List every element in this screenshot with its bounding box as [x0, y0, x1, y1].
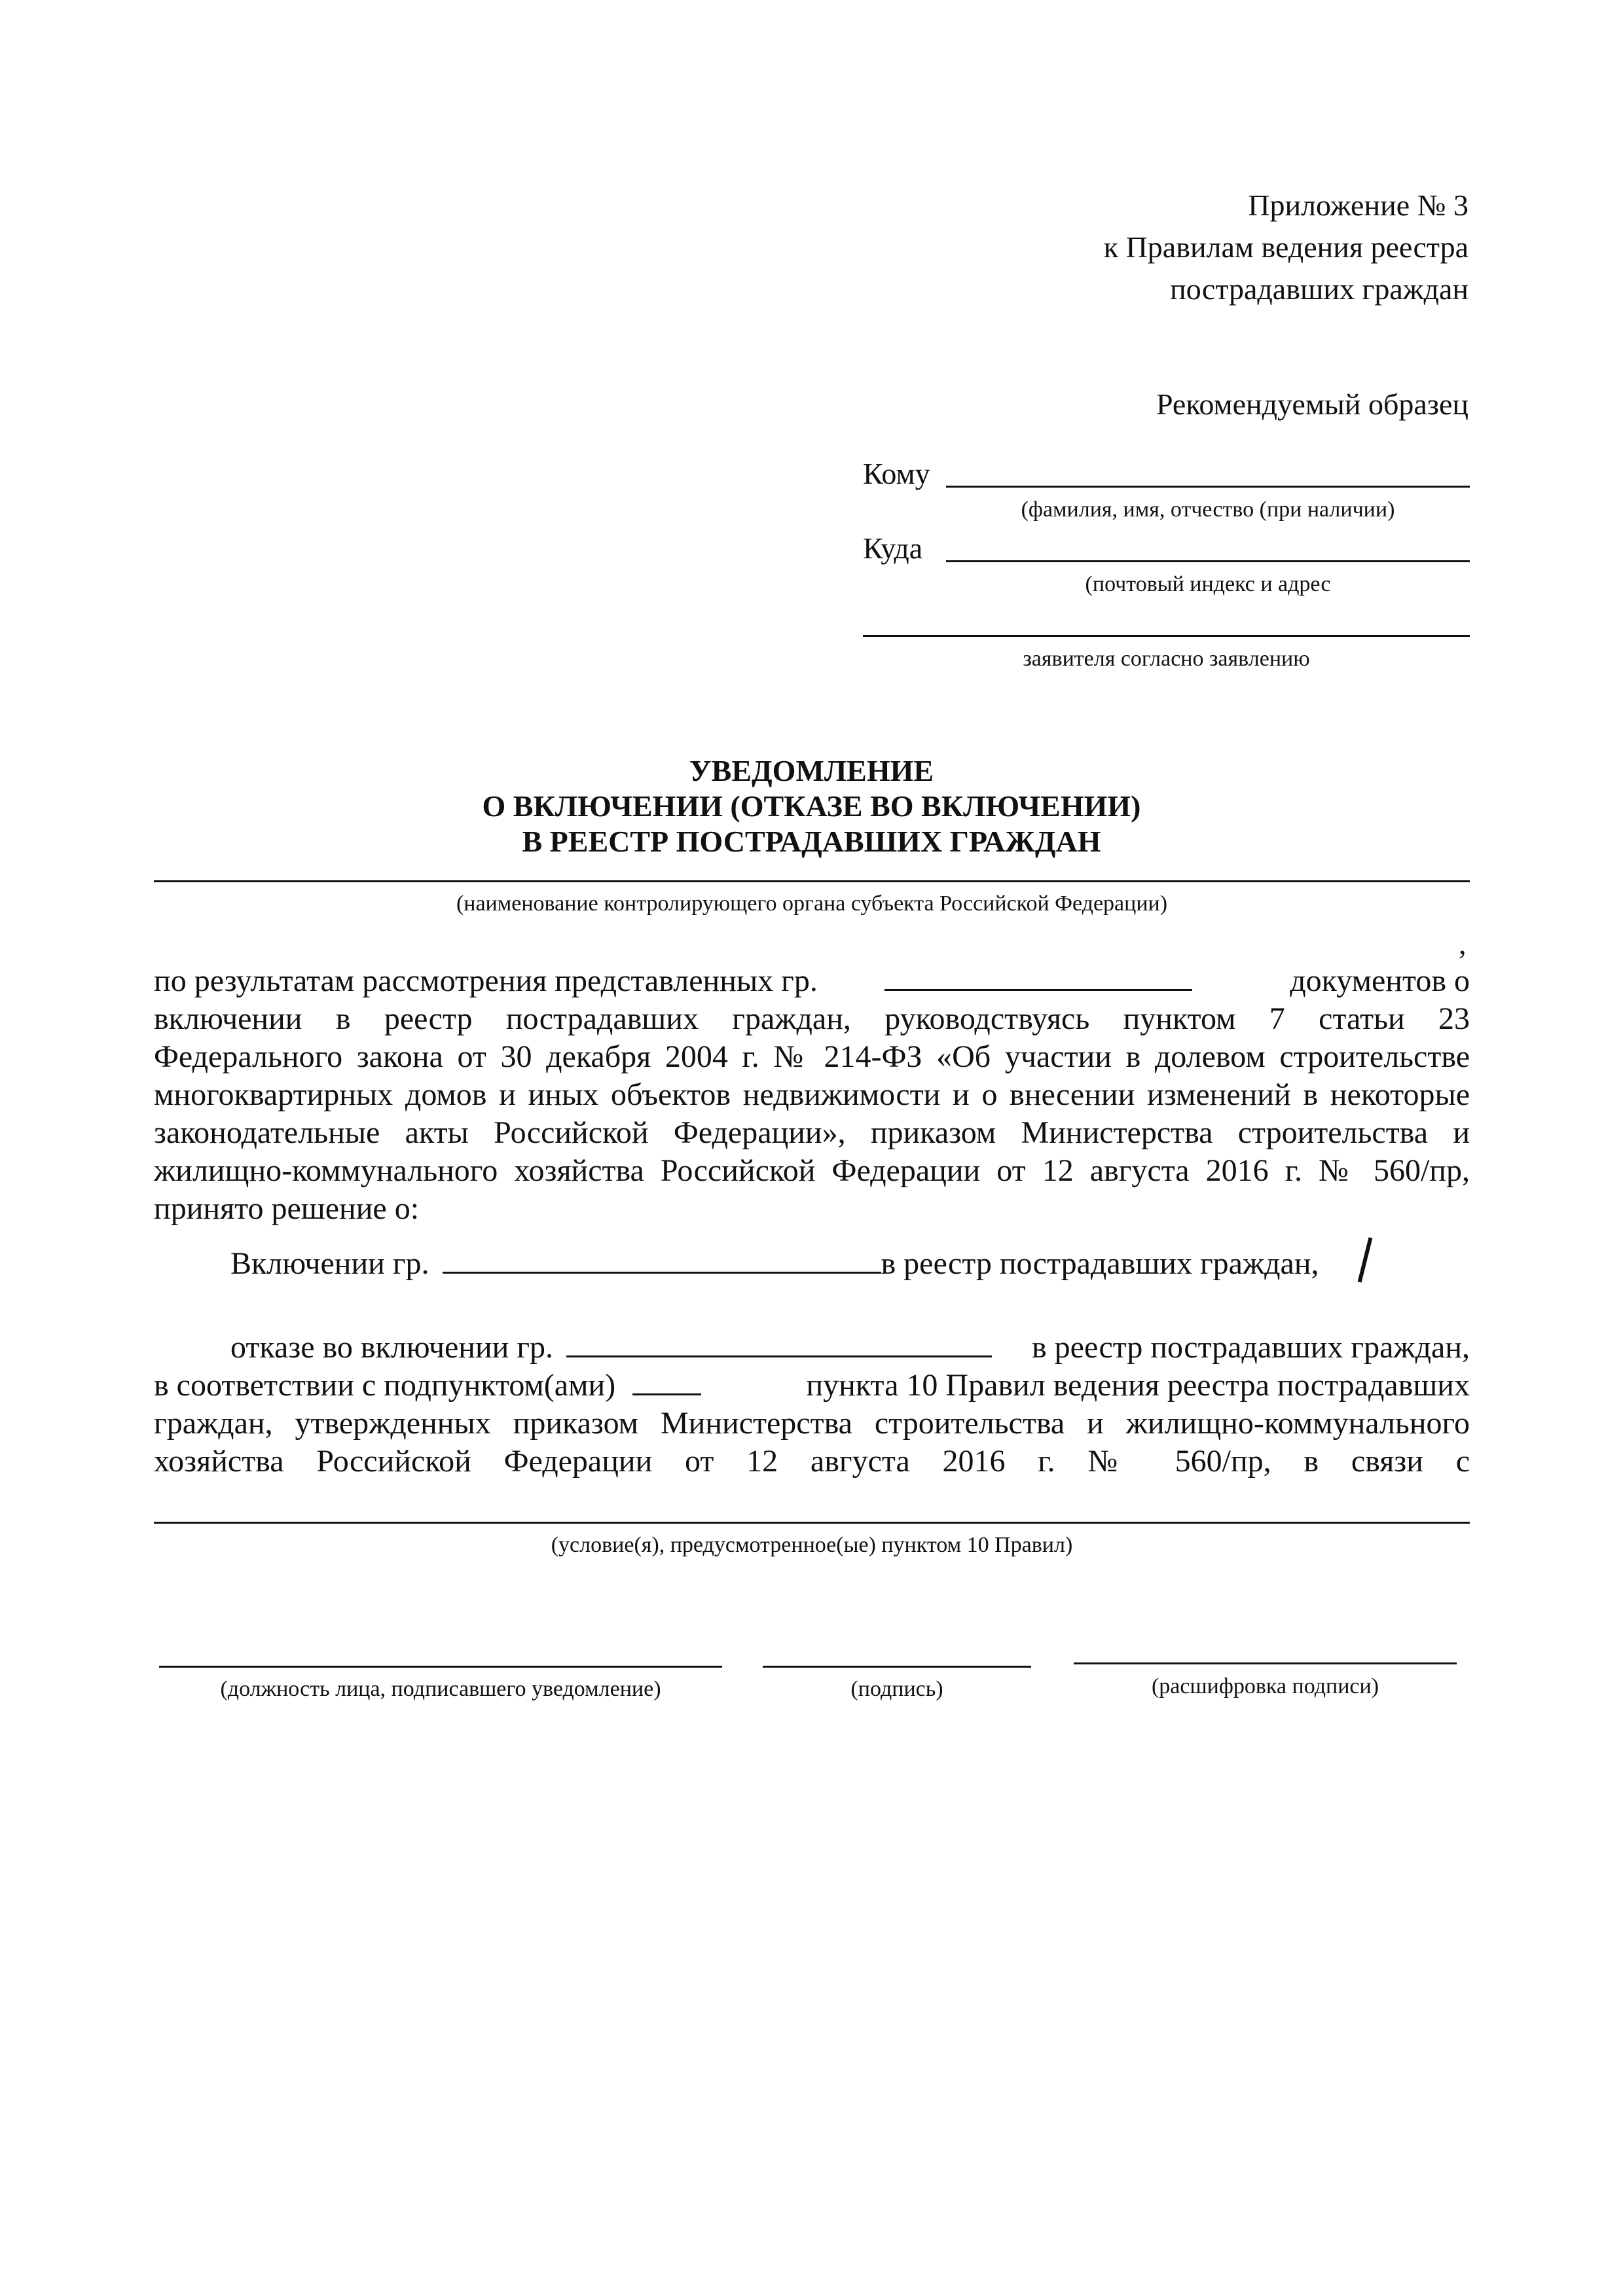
to-field-line[interactable]: [946, 486, 1470, 488]
to-caption: (фамилия, имя, отчество (при наличии): [1021, 497, 1395, 522]
refusal-line-2-end: пункта 10 Правил ведения реестра пострадавших: [806, 1368, 1470, 1403]
refusal-line-1: [230, 1329, 1470, 1367]
subpoint-number-field[interactable]: [632, 1367, 701, 1395]
where-field-line[interactable]: [946, 560, 1470, 562]
body-line-4: многоквартирных домов и иных объектов недвижимости и о внесении изменений в некоторые: [154, 1077, 1470, 1112]
address-continuation-line[interactable]: [863, 635, 1470, 637]
authority-caption: (наименование контролирующего органа субъекта Российской Федерации): [456, 891, 1168, 916]
signature-field-line[interactable]: [763, 1666, 1031, 1668]
refusal-line-2: [154, 1367, 1470, 1405]
notice-subtitle-1: О ВКЛЮЧЕНИИ (ОТКАЗЕ ВО ВКЛЮЧЕНИИ): [482, 789, 1141, 823]
body-line-1: [154, 962, 1470, 1000]
body-line-1-end: документов о: [1290, 963, 1470, 998]
body-line-1-start: по результатам рассмотрения представленных гр.: [154, 963, 818, 998]
inclusion-line: [230, 1245, 1409, 1283]
body-line-5: законодательные акты Российской Федерации», приказом Министерства строительства и: [154, 1115, 1470, 1150]
refusal-line-4: хозяйства Российской Федерации от 12 августа 2016 г. № 560/пр, в связи с: [154, 1444, 1470, 1479]
where-caption: (почтовый индекс и адрес: [1085, 572, 1331, 596]
refusal-line-3: граждан, утвержденных приказом Министерства строительства и жилищно-коммунального: [154, 1406, 1470, 1441]
body-line-6: жилищно-коммунального хозяйства Российской Федерации от 12 августа 2016 г. № 560/пр,: [154, 1153, 1470, 1188]
authority-comma: ,: [1459, 927, 1467, 960]
documents-citizen-field[interactable]: [884, 963, 1192, 991]
condition-field-line[interactable]: [154, 1522, 1470, 1524]
applicant-caption: заявителя согласно заявлению: [1023, 647, 1310, 671]
signature-caption: (подпись): [850, 1677, 943, 1701]
to-label: Кому: [863, 457, 930, 490]
notice-title: УВЕДОМЛЕНИЕ: [689, 754, 934, 787]
refusal-subpoint-label: в соответствии с подпунктом(ами): [154, 1368, 616, 1403]
condition-caption: (условие(я), предусмотренное(ые) пунктом 10 Правил): [551, 1533, 1073, 1557]
inclusion-citizen-field[interactable]: [443, 1246, 881, 1274]
appendix-citizens-line: пострадавших граждан: [1170, 272, 1468, 306]
where-label: Куда: [863, 531, 923, 565]
refusal-suffix: в реестр пострадавших граждан,: [1032, 1330, 1470, 1365]
signature-decode-field-line[interactable]: [1074, 1662, 1457, 1664]
position-caption: (должность лица, подписавшего уведомление): [220, 1677, 661, 1701]
body-line-2: включении в реестр пострадавших граждан, руководствуясь пунктом 7 статьи 23: [154, 1001, 1470, 1036]
recommended-sample-label: Рекомендуемый образец: [1156, 387, 1468, 421]
inclusion-suffix: в реестр пострадавших граждан,: [881, 1246, 1319, 1281]
body-line-7: принято решение о:: [154, 1191, 420, 1226]
appendix-number: Приложение № 3: [1248, 188, 1468, 222]
authority-field-line[interactable]: [154, 880, 1470, 882]
appendix-rules-line: к Правилам ведения реестра: [1103, 230, 1468, 264]
notice-subtitle-2: В РЕЕСТР ПОСТРАДАВШИХ ГРАЖДАН: [522, 825, 1101, 858]
signature-decode-caption: (расшифровка подписи): [1151, 1674, 1379, 1698]
refusal-prefix: отказе во включении гр.: [230, 1330, 554, 1365]
refusal-citizen-field[interactable]: [566, 1329, 992, 1357]
inclusion-prefix: Включении гр.: [230, 1246, 429, 1281]
body-line-3: Федерального закона от 30 декабря 2004 г. № 214-ФЗ «Об участии в долевом строительстве: [154, 1039, 1470, 1074]
position-field-line[interactable]: [159, 1666, 722, 1668]
